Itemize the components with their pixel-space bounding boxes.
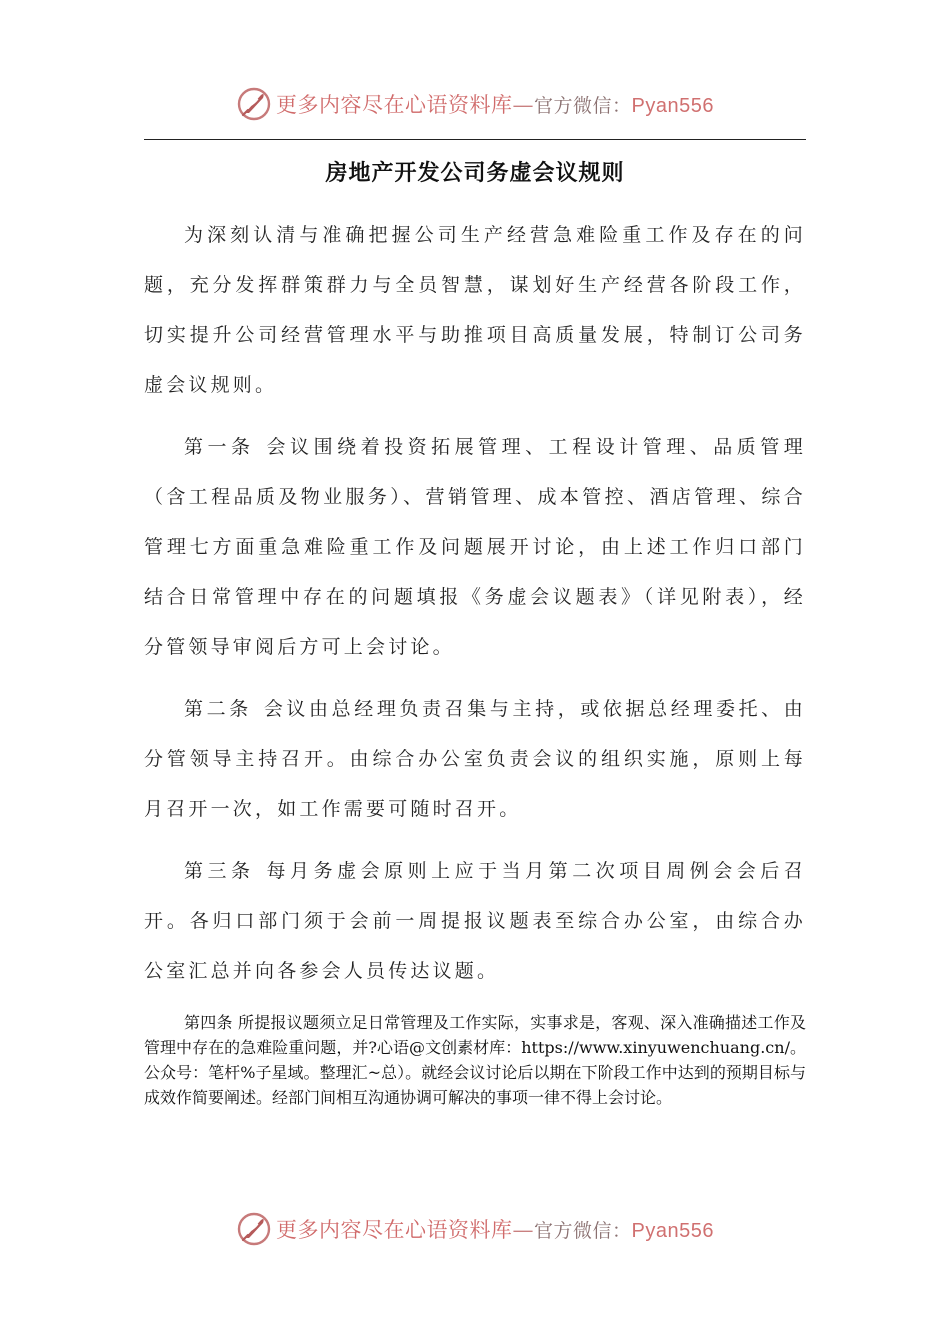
article-2-label: 第二条 <box>184 698 252 720</box>
article-2-text: 会议由总经理负责召集与主持，或依据总经理委托、由分管领导主持召开。由综合办公室负责会议的组织实施，原则上每月召开一次，如工作需要可随时召开。 <box>144 698 806 820</box>
document-body <box>144 210 806 1008</box>
banner-wechat-label: 官方微信： <box>534 95 632 117</box>
article-3 <box>144 846 806 996</box>
banner-wechat-label: 官方微信： <box>534 1220 632 1242</box>
article-4-label: 第四条 <box>184 1013 233 1032</box>
quill-pen-logo-icon <box>236 1211 272 1247</box>
header-rule <box>144 139 806 140</box>
article-3-label: 第三条 <box>184 860 255 882</box>
banner-text <box>276 1214 714 1244</box>
intro-paragraph: 为深刻认清与准确把握公司生产经营急难险重工作及存在的问题，充分发挥群策群力与全员智慧，谋划好生产经营各阶段工作，切实提升公司经营管理水平与助推项目高质量发展，特制订公司务虚会议规则。 <box>144 224 806 396</box>
header-banner <box>0 80 950 128</box>
quill-pen-logo-icon <box>236 86 272 122</box>
banner-text <box>276 89 714 119</box>
article-2 <box>144 684 806 834</box>
footer-banner <box>0 1205 950 1253</box>
banner-dash: — <box>512 93 534 117</box>
article-1 <box>144 422 806 672</box>
banner-lead: 更多内容尽在心语资料库 <box>276 1218 513 1242</box>
banner-dash: — <box>512 1218 534 1242</box>
article-3-text: 每月务虚会原则上应于当月第二次项目周例会会后召开。各归口部门须于会前一周提报议题表至综合办公室，由综合办公室汇总并向各参会人员传达议题。 <box>144 860 806 982</box>
article-1-text: 会议围绕着投资拓展管理、工程设计管理、品质管理（含工程品质及物业服务）、营销管理、成本管控、酒店管理、综合管理七方面重急难险重工作及问题展开讨论，由上述工作归口部门结合日常管理中存在的问题填报《务虚会议题表》（详见附表），经分管领导审阅后方可上会讨论。 <box>144 436 806 658</box>
banner-wechat-id: Pyan556 <box>631 1220 714 1242</box>
article-4-text: 所提报议题须立足日常管理及工作实际，实事求是，客观、深入准确描述工作及管理中存在的急难险重问题，并?心语@文创素材库：https://www.xinyuwenchuang.cn/。公众号：笔杆%子星域。整理汇~总）。就经会议讨论后以期在下阶段工作中达到的预期目标与成效作简要阐述。经部门间相互沟通协调可解决的事项一律不得上会讨论。 <box>144 1013 806 1107</box>
banner-wechat-id: Pyan556 <box>631 95 714 117</box>
article-1-label: 第一条 <box>184 436 255 458</box>
article-4 <box>144 1010 806 1110</box>
document-title: 房地产开发公司务虚会议规则 <box>325 161 625 186</box>
banner-lead: 更多内容尽在心语资料库 <box>276 93 513 117</box>
